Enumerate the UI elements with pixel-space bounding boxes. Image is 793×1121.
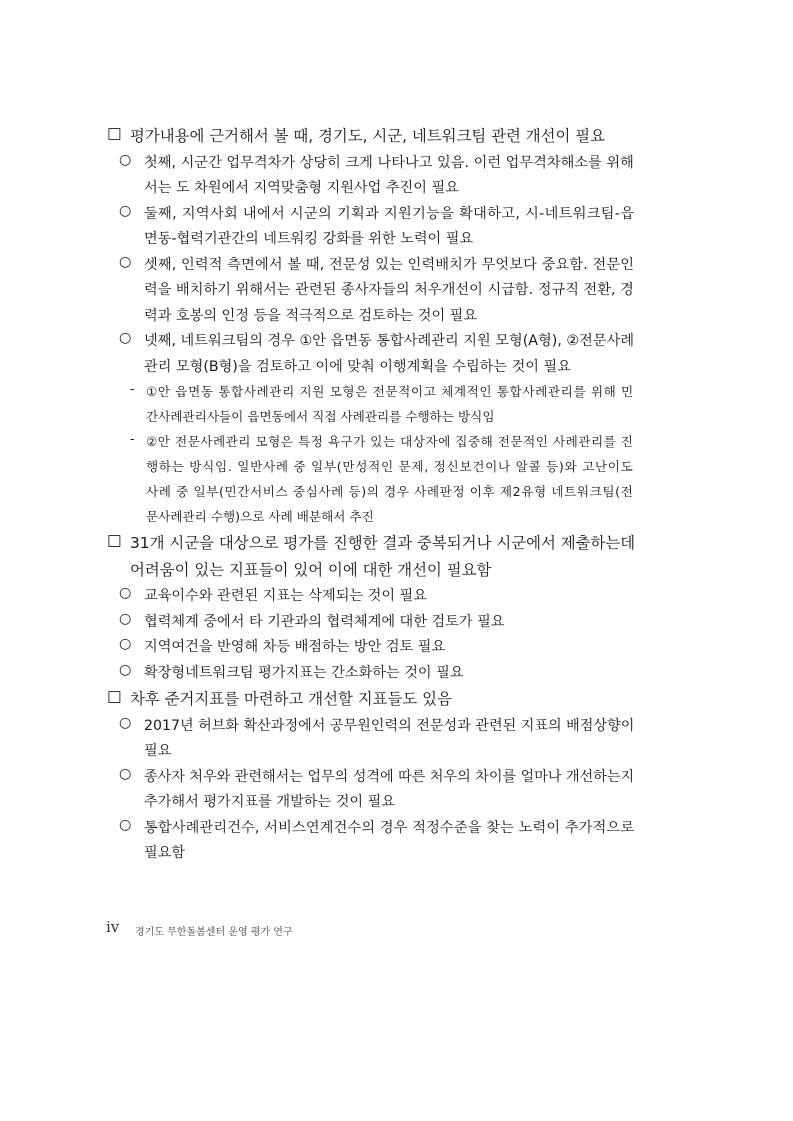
bullet-item-marker: ○ [119, 253, 132, 270]
bullet-item-marker: ○ [119, 661, 132, 678]
dash-subitem-line: ①안 읍면동 통합사례관리 지원 모형은 전문적이고 체계적인 통합사례관리를 위해 민 [146, 384, 634, 399]
section-heading-line: 평가내용에 근거해서 볼 때, 경기도, 시군, 네트워크팀 관련 개선이 필요 [130, 127, 605, 145]
bullet-item-line: 력을 배치하기 위해서는 관련된 종사자들의 처우개선이 시급함. 정규직 전환, 경 [144, 282, 634, 298]
dash-subitem-line: 간사례관리사들이 읍면동에서 직접 사례관리를 수행하는 방식임 [146, 409, 495, 424]
dash-subitem-line: 행하는 방식임. 일반사례 중 일부(만성적인 문제, 정신보건이나 알콜 등)와 고난이도 [146, 459, 634, 474]
bullet-item-marker: ○ [119, 151, 132, 168]
dash-subitem-line: 사례 중 일부(민간서비스 중심사례 등)의 경우 사례판정 이후 제2유형 네트워크팀(전 [146, 484, 634, 499]
bullet-item-line: 확장형네트워크팀 평가지표는 간소화하는 것이 필요 [144, 664, 464, 681]
bullet-item-marker: ○ [119, 636, 132, 652]
section-heading-line: 어려움이 있는 지표들이 있어 이에 대한 개선이 필요함 [130, 560, 492, 579]
bullet-item-line: 교육이수와 관련된 지표는 삭제되는 것이 필요 [144, 588, 427, 604]
bullet-item-line: 넷째, 네트워크팀의 경우 ①안 읍면동 통합사례관리 지원 모형(A형), ②전문사례 [144, 333, 635, 349]
bullet-item-marker: ○ [119, 765, 132, 782]
bullet-item-line: 셋째, 인력적 측면에서 볼 때, 전문성 있는 인력배치가 무엇보다 중요함. 전문인 [144, 256, 635, 273]
bullet-item-line: 서는 도 차원에서 지역맞춤형 지원사업 추진이 필요 [144, 180, 459, 196]
section-heading-line: 차후 준거지표를 마련하고 개선할 지표들도 있음 [130, 690, 452, 708]
bullet-item-line: 협력체계 중에서 타 기관과의 협력체계에 대한 검토가 필요 [144, 613, 505, 630]
bullet-item-line: 종사자 처우와 관련해서는 업무의 성격에 따른 처우의 차이를 얼마나 개선하는지 [144, 768, 635, 785]
bullet-item-line: 력과 호봉의 인정 등을 적극적으로 검토하는 것이 필요 [144, 307, 478, 324]
dash-subitem-marker: - [130, 431, 135, 446]
dash-subitem-line: 문사례관리 수행)으로 사례 배분해서 추진 [146, 509, 374, 524]
bullet-item-line: 필요 [144, 743, 172, 759]
bullet-item-marker: ○ [119, 816, 132, 833]
bullet-item-line: 2017년 허브화 확산과정에서 공무원인력의 전문성과 관련된 지표의 배점상향이 [144, 717, 635, 734]
bullet-item-marker: ○ [119, 202, 132, 219]
bullet-item-line: 면동-협력기관간의 네트워킹 강화를 위한 노력이 필요 [144, 231, 474, 247]
page-number: iv [106, 918, 120, 936]
bullet-item-line: 통합사례관리건수, 서비스연계건수의 경우 적정수준을 찾는 노력이 추가적으로 [144, 819, 635, 836]
section-heading-marker: □ [107, 687, 122, 705]
running-footer-title: 경기도 무한돌봄센터 운영 평가 연구 [135, 927, 293, 938]
bullet-item-line: 추가해서 평가지표를 개발하는 것이 필요 [144, 794, 396, 810]
dash-subitem-marker: - [130, 381, 135, 396]
bullet-item-marker: ○ [119, 330, 132, 346]
bullet-item-line: 첫째, 시군간 업무격차가 상당히 크게 나타나고 있음. 이런 업무격차해소를 위해 [144, 154, 634, 171]
dash-subitem-line: ②안 전문사례관리 모형은 특정 욕구가 있는 대상자에 집중해 전문적인 사례관리를 진 [146, 434, 634, 449]
section-heading-line: 31개 시군을 대상으로 평가를 진행한 결과 중복되거나 시군에서 제출하는데 [130, 534, 636, 552]
bullet-item-marker: ○ [119, 714, 132, 731]
bullet-item-line: 둘째, 지역사회 내에서 시군의 기획과 지원기능을 확대하고, 시-네트워크팀-읍 [144, 205, 635, 222]
bullet-item-line: 관리 모형(B형)을 검토하고 이에 맞춰 이행계획을 수립하는 것이 필요 [144, 358, 571, 375]
section-heading-marker: □ [107, 124, 122, 142]
bullet-item-line: 필요함 [144, 845, 186, 861]
bullet-item-line: 지역여건을 반영해 차등 배점하는 방안 검토 필요 [144, 639, 446, 655]
section-heading-marker: □ [107, 531, 122, 549]
bullet-item-marker: ○ [119, 585, 132, 601]
bullet-item-marker: ○ [119, 610, 132, 627]
